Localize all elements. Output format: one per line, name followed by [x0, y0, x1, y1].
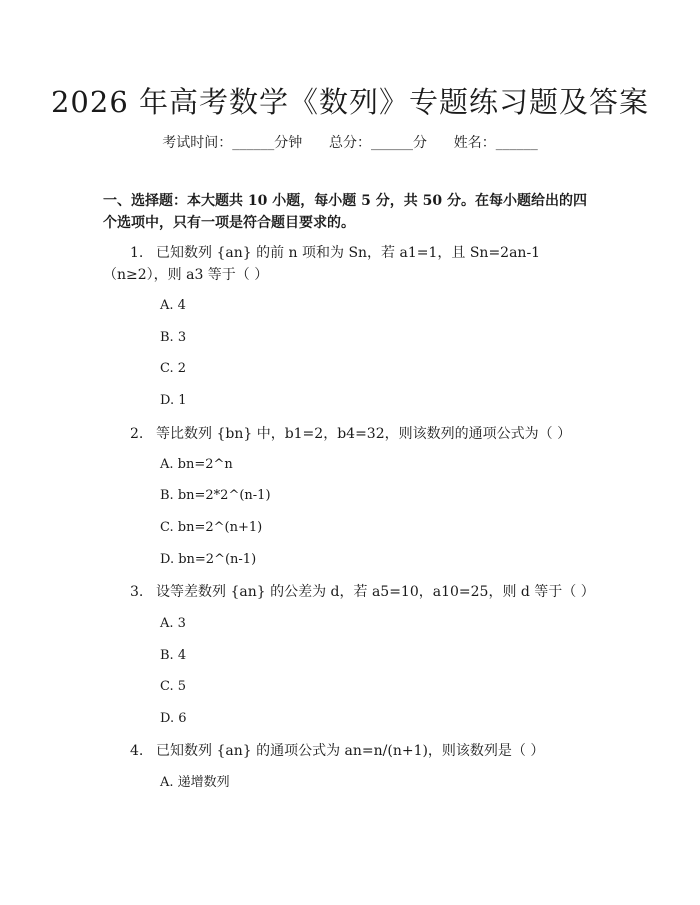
option-a: A. 递增数列 — [160, 775, 230, 790]
option-d: D. 1 — [160, 393, 187, 408]
name-label: 姓名：______ — [453, 135, 538, 151]
option-c: C. 5 — [160, 679, 187, 694]
question-number: 2. — [130, 426, 144, 442]
total-score-label: 总分：______分 — [329, 135, 427, 151]
exam-time-label: 考试时间：______分钟 — [162, 135, 303, 151]
option-c: C. bn=2^(n+1) — [160, 520, 263, 535]
question-text: 已知数列 {an} 的前 n 项和为 Sn，若 a1=1，且 Sn=2an-1（n≥2），则 a3 等于（ ） — [103, 245, 541, 283]
question-1 — [103, 242, 598, 286]
question-3 — [103, 581, 598, 603]
question-4 — [103, 740, 598, 762]
question-number: 4. — [130, 743, 144, 759]
question-number: 1. — [130, 245, 144, 261]
option-a: A. 3 — [160, 616, 186, 631]
question-number: 3. — [130, 584, 144, 600]
question-text: 等比数列 {bn} 中，b1=2，b4=32，则该数列的通项公式为（ ） — [156, 426, 572, 442]
exam-info — [0, 133, 700, 153]
page-title: 2026 年高考数学《数列》专题练习题及答案 — [50, 85, 650, 119]
option-b: B. bn=2*2^(n-1) — [160, 488, 271, 503]
option-d: D. 6 — [160, 711, 187, 726]
question-2 — [103, 423, 598, 445]
option-a: A. 4 — [160, 298, 186, 313]
option-c: C. 2 — [160, 361, 187, 376]
option-b: B. 3 — [160, 330, 187, 345]
option-b: B. 4 — [160, 648, 187, 663]
option-a: A. bn=2^n — [160, 457, 233, 472]
question-text: 设等差数列 {an} 的公差为 d，若 a5=10，a10=25，则 d 等于（ ） — [156, 584, 595, 600]
section-heading: 一、选择题：本大题共 10 小题，每小题 5 分，共 50 分。在每小题给出的四个选项中，只有一项是符合题目要求的。 — [103, 193, 587, 231]
question-text: 已知数列 {an} 的通项公式为 an=n/(n+1)，则该数列是（ ） — [156, 743, 545, 759]
option-d: D. bn=2^(n-1) — [160, 552, 257, 567]
